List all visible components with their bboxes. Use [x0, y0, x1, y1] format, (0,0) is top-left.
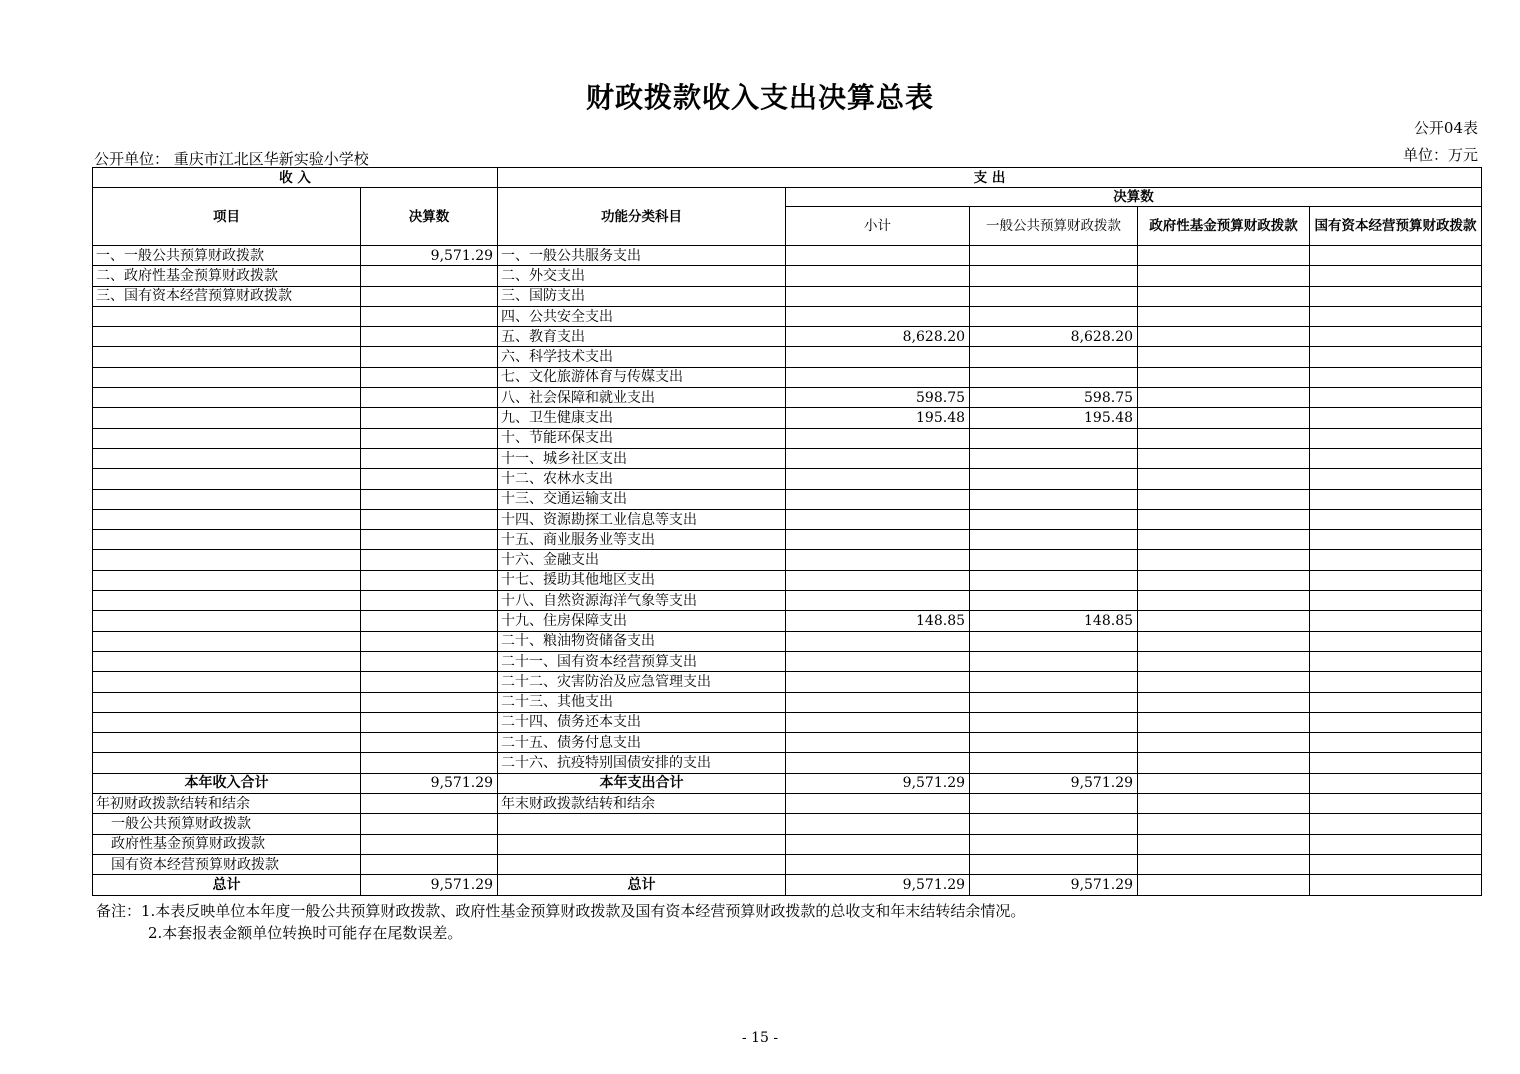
item-cell: 年初财政拨款结转和结余: [93, 794, 361, 814]
subtotal-cell: [786, 854, 970, 874]
state-capital-cell: [1310, 591, 1482, 611]
state-capital-cell: [1310, 408, 1482, 428]
subtotal-cell: [786, 570, 970, 590]
subtotal-cell: [786, 246, 970, 266]
func-cell: 二十三、其他支出: [498, 692, 786, 712]
gov-fund-cell: [1138, 489, 1310, 509]
func-cell: 七、文化旅游体育与传媒支出: [498, 367, 786, 387]
amount-cell: [361, 469, 498, 489]
amount-unit: 单位：万元: [1402, 146, 1478, 164]
subtotal-cell: [786, 266, 970, 286]
table-row: [93, 246, 1482, 266]
func-cell: 十八、自然资源海洋气象等支出: [498, 591, 786, 611]
func-cell: 十九、住房保障支出: [498, 611, 786, 631]
state-capital-cell: [1310, 266, 1482, 286]
item-cell: [93, 408, 361, 428]
gov-fund-cell: [1138, 733, 1310, 753]
func-cell: 十、节能环保支出: [498, 428, 786, 448]
state-capital-cell: [1310, 509, 1482, 529]
item-cell: [93, 388, 361, 408]
state-capital-cell: [1310, 712, 1482, 732]
general-budget-cell: 598.75: [970, 388, 1138, 408]
func-cell: [498, 814, 786, 834]
amount-cell: 9,571.29: [361, 246, 498, 266]
table-row: [93, 651, 1482, 671]
subtotal-cell: [786, 753, 970, 773]
func-cell: 十七、援助其他地区支出: [498, 570, 786, 590]
state-capital-cell: [1310, 388, 1482, 408]
item-cell: [93, 550, 361, 570]
func-cell: 九、卫生健康支出: [498, 408, 786, 428]
general-budget-cell: [970, 489, 1138, 509]
gov-fund-cell: [1138, 814, 1310, 834]
gov-fund-cell: [1138, 834, 1310, 854]
func-cell: [498, 854, 786, 874]
general-budget-cell: [970, 794, 1138, 814]
gov-fund-cell: [1138, 875, 1310, 895]
state-capital-cell: [1310, 794, 1482, 814]
gov-fund-cell: [1138, 854, 1310, 874]
amount-cell: [361, 347, 498, 367]
state-capital-cell: [1310, 875, 1482, 895]
gov-fund-cell: [1138, 509, 1310, 529]
gov-fund-cell: [1138, 692, 1310, 712]
item-cell: [93, 327, 361, 347]
gov-fund-cell: [1138, 753, 1310, 773]
item-cell: [93, 753, 361, 773]
state-capital-cell: [1310, 814, 1482, 834]
general-budget-cell: 148.85: [970, 611, 1138, 631]
table-row: [93, 712, 1482, 732]
gov-fund-cell: [1138, 266, 1310, 286]
amount-cell: 9,571.29: [361, 875, 498, 895]
table-row: [93, 753, 1482, 773]
table-row: [93, 875, 1482, 895]
header-row-2: [93, 188, 1482, 207]
func-cell: 二十五、债务付息支出: [498, 733, 786, 753]
general-budget-cell: [970, 428, 1138, 448]
general-budget-cell: [970, 570, 1138, 590]
state-capital-cell: [1310, 550, 1482, 570]
func-cell: 十三、交通运输支出: [498, 489, 786, 509]
gov-fund-cell: [1138, 347, 1310, 367]
state-capital-cell: [1310, 246, 1482, 266]
amount-cell: [361, 712, 498, 732]
table-row: [93, 448, 1482, 468]
table-row: [93, 509, 1482, 529]
item-cell: [93, 489, 361, 509]
gov-fund-cell: [1138, 712, 1310, 732]
table-row: [93, 408, 1482, 428]
func-cell: 总计: [498, 875, 786, 895]
item-cell: [93, 712, 361, 732]
report-title: 财政拨款收入支出决算总表: [585, 81, 934, 114]
amount-cell: [361, 550, 498, 570]
amount-cell: [361, 408, 498, 428]
expense-header: 支 出: [498, 168, 1482, 188]
amount-cell: [361, 367, 498, 387]
table-row: [93, 631, 1482, 651]
gov-fund-cell: [1138, 530, 1310, 550]
state-capital-cell: [1310, 306, 1482, 326]
func-cell: 一、一般公共服务支出: [498, 246, 786, 266]
general-budget-cell: [970, 834, 1138, 854]
subtotal-cell: [786, 469, 970, 489]
state-capital-cell: [1310, 631, 1482, 651]
state-capital-cell: [1310, 854, 1482, 874]
subtotal-cell: 148.85: [786, 611, 970, 631]
amount-cell: [361, 834, 498, 854]
header-row-1: [93, 168, 1482, 188]
state-capital-cell: [1310, 448, 1482, 468]
subtotal-cell: [786, 286, 970, 306]
table-row: [93, 591, 1482, 611]
state-capital-cell: [1310, 286, 1482, 306]
general-budget-cell: [970, 651, 1138, 671]
general-budget-cell: [970, 306, 1138, 326]
state-capital-cell: [1310, 773, 1482, 793]
general-budget-cell: 195.48: [970, 408, 1138, 428]
item-cell: [93, 530, 361, 550]
amount-cell: [361, 306, 498, 326]
table-row: [93, 327, 1482, 347]
subtotal-cell: [786, 712, 970, 732]
subtotal-cell: [786, 794, 970, 814]
item-cell: [93, 651, 361, 671]
amount-cell: [361, 530, 498, 550]
item-cell: [93, 509, 361, 529]
table-row: [93, 672, 1482, 692]
item-cell: [93, 611, 361, 631]
general-budget-cell: [970, 530, 1138, 550]
func-cell: 二十二、灾害防治及应急管理支出: [498, 672, 786, 692]
item-header: 项目: [93, 188, 361, 246]
amount-cell: [361, 733, 498, 753]
state-capital-cell: [1310, 347, 1482, 367]
subtotal-cell: [786, 692, 970, 712]
amount-cell: [361, 286, 498, 306]
amount-cell: [361, 509, 498, 529]
table-row: [93, 530, 1482, 550]
state-capital-cell: [1310, 530, 1482, 550]
subtotal-cell: 195.48: [786, 408, 970, 428]
table-row: [93, 794, 1482, 814]
subtotal-cell: 9,571.29: [786, 773, 970, 793]
table-row: [93, 550, 1482, 570]
gov-fund-cell: [1138, 591, 1310, 611]
gov-fund-cell: [1138, 408, 1310, 428]
table-row: [93, 428, 1482, 448]
item-cell: [93, 733, 361, 753]
func-cell: 八、社会保障和就业支出: [498, 388, 786, 408]
subtotal-cell: 598.75: [786, 388, 970, 408]
general-budget-cell: [970, 814, 1138, 834]
func-cell: 本年支出合计: [498, 773, 786, 793]
state-capital-cell: [1310, 489, 1482, 509]
general-budget-cell: [970, 266, 1138, 286]
general-budget-cell: [970, 550, 1138, 570]
func-cell: 十六、金融支出: [498, 550, 786, 570]
state-capital-cell: [1310, 672, 1482, 692]
gov-fund-cell: [1138, 631, 1310, 651]
subtotal-cell: [786, 347, 970, 367]
general-budget-header: 一般公共预算财政拨款: [970, 207, 1138, 246]
func-cell: 十五、商业服务业等支出: [498, 530, 786, 550]
item-cell: 一、一般公共预算财政拨款: [93, 246, 361, 266]
func-cell: 二、外交支出: [498, 266, 786, 286]
table-row: [93, 388, 1482, 408]
item-cell: 本年收入合计: [93, 773, 361, 793]
general-budget-cell: [970, 672, 1138, 692]
table-row: [93, 733, 1482, 753]
amount-cell: [361, 388, 498, 408]
gov-fund-cell: [1138, 246, 1310, 266]
table-row: [93, 692, 1482, 712]
subtotal-cell: [786, 428, 970, 448]
state-capital-cell: [1310, 367, 1482, 387]
table-row: [93, 834, 1482, 854]
note-line-1: 备注：1.本表反映单位本年度一般公共预算财政拨款、政府性基金预算财政拨款及国有资本经营预算财政拨款的总收支和年末结转结余情况。: [96, 902, 1026, 920]
item-cell: [93, 428, 361, 448]
final-amount-group-header: 决算数: [786, 188, 1482, 207]
subtotal-cell: 8,628.20: [786, 327, 970, 347]
gov-fund-cell: [1138, 367, 1310, 387]
func-cell: 二十、粮油物资储备支出: [498, 631, 786, 651]
amount-cell: [361, 428, 498, 448]
form-number: 公开04表: [1413, 119, 1478, 137]
table-row: [93, 773, 1482, 793]
amount-cell: [361, 327, 498, 347]
gov-fund-cell: [1138, 570, 1310, 590]
general-budget-cell: 9,571.29: [970, 875, 1138, 895]
subtotal-cell: [786, 672, 970, 692]
item-cell: [93, 367, 361, 387]
table-row: [93, 266, 1482, 286]
table-row: [93, 489, 1482, 509]
general-budget-cell: [970, 753, 1138, 773]
general-budget-cell: [970, 367, 1138, 387]
gov-fund-cell: [1138, 651, 1310, 671]
item-cell: 总计: [93, 875, 361, 895]
subtotal-cell: [786, 814, 970, 834]
amount-cell: [361, 651, 498, 671]
table-row: [93, 611, 1482, 631]
subtotal-cell: 9,571.29: [786, 875, 970, 895]
gov-fund-cell: [1138, 327, 1310, 347]
table-row: [93, 286, 1482, 306]
table-row: [93, 854, 1482, 874]
state-capital-cell: [1310, 753, 1482, 773]
gov-fund-cell: [1138, 448, 1310, 468]
subtotal-cell: [786, 631, 970, 651]
gov-fund-header: 政府性基金预算财政拨款: [1138, 207, 1310, 246]
state-capital-cell: [1310, 651, 1482, 671]
subtotal-cell: [786, 489, 970, 509]
reporting-unit: 公开单位： 重庆市江北区华新实验小学校: [94, 150, 369, 168]
general-budget-cell: [970, 448, 1138, 468]
subtotal-cell: [786, 306, 970, 326]
amount-cell: [361, 672, 498, 692]
general-budget-cell: [970, 712, 1138, 732]
state-capital-cell: [1310, 570, 1482, 590]
page-number: - 15 -: [741, 1030, 779, 1046]
item-cell: [93, 448, 361, 468]
general-budget-cell: [970, 286, 1138, 306]
subtotal-cell: [786, 367, 970, 387]
state-capital-cell: [1310, 469, 1482, 489]
state-capital-cell: [1310, 428, 1482, 448]
func-cell: 十四、资源勘探工业信息等支出: [498, 509, 786, 529]
general-budget-cell: [970, 692, 1138, 712]
func-cell: 十一、城乡社区支出: [498, 448, 786, 468]
budget-table: [92, 167, 1482, 896]
income-header: 收 入: [93, 168, 498, 188]
amount-cell: [361, 692, 498, 712]
amount-cell: [361, 753, 498, 773]
item-cell: 国有资本经营预算财政拨款: [93, 854, 361, 874]
subtotal-cell: [786, 448, 970, 468]
func-cell: 二十一、国有资本经营预算支出: [498, 651, 786, 671]
general-budget-cell: [970, 733, 1138, 753]
gov-fund-cell: [1138, 469, 1310, 489]
func-cell: [498, 834, 786, 854]
subtotal-cell: [786, 550, 970, 570]
general-budget-cell: [970, 509, 1138, 529]
func-cell: 六、科学技术支出: [498, 347, 786, 367]
subtotal-header: 小计: [786, 207, 970, 246]
general-budget-cell: [970, 591, 1138, 611]
gov-fund-cell: [1138, 306, 1310, 326]
state-capital-cell: [1310, 327, 1482, 347]
table-row: [93, 367, 1482, 387]
func-cell: 年末财政拨款结转和结余: [498, 794, 786, 814]
state-capital-cell: [1310, 692, 1482, 712]
table-row: [93, 469, 1482, 489]
gov-fund-cell: [1138, 550, 1310, 570]
state-capital-cell: [1310, 611, 1482, 631]
amount-cell: 9,571.29: [361, 773, 498, 793]
subtotal-cell: [786, 834, 970, 854]
subtotal-cell: [786, 509, 970, 529]
subtotal-cell: [786, 530, 970, 550]
func-cell: 三、国防支出: [498, 286, 786, 306]
amount-cell: [361, 631, 498, 651]
gov-fund-cell: [1138, 428, 1310, 448]
table-row: [93, 347, 1482, 367]
amount-cell: [361, 448, 498, 468]
general-budget-cell: [970, 246, 1138, 266]
subtotal-cell: [786, 733, 970, 753]
gov-fund-cell: [1138, 286, 1310, 306]
amount-cell: [361, 591, 498, 611]
general-budget-cell: [970, 347, 1138, 367]
subtotal-cell: [786, 651, 970, 671]
item-cell: [93, 672, 361, 692]
func-cell: 四、公共安全支出: [498, 306, 786, 326]
notes: [96, 900, 1025, 944]
gov-fund-cell: [1138, 611, 1310, 631]
item-cell: [93, 469, 361, 489]
general-budget-cell: 9,571.29: [970, 773, 1138, 793]
item-cell: [93, 306, 361, 326]
item-cell: [93, 591, 361, 611]
general-budget-cell: [970, 854, 1138, 874]
state-capital-header: 国有资本经营预算财政拨款: [1310, 207, 1482, 246]
item-cell: [93, 570, 361, 590]
gov-fund-cell: [1138, 672, 1310, 692]
item-cell: [93, 692, 361, 712]
final-amount-header: 决算数: [361, 188, 498, 246]
item-cell: [93, 631, 361, 651]
general-budget-cell: [970, 469, 1138, 489]
table-row: [93, 814, 1482, 834]
func-cell: 二十六、抗疫特别国债安排的支出: [498, 753, 786, 773]
general-budget-cell: [970, 631, 1138, 651]
amount-cell: [361, 266, 498, 286]
item-cell: 政府性基金预算财政拨款: [93, 834, 361, 854]
func-cell: 二十四、债务还本支出: [498, 712, 786, 732]
subtotal-cell: [786, 591, 970, 611]
item-cell: 二、政府性基金预算财政拨款: [93, 266, 361, 286]
func-cell: 十二、农林水支出: [498, 469, 786, 489]
item-cell: 三、国有资本经营预算财政拨款: [93, 286, 361, 306]
amount-cell: [361, 489, 498, 509]
state-capital-cell: [1310, 834, 1482, 854]
note-line-2: 2.本套报表金额单位转换时可能存在尾数误差。: [148, 924, 463, 942]
func-cell: 五、教育支出: [498, 327, 786, 347]
gov-fund-cell: [1138, 773, 1310, 793]
amount-cell: [361, 854, 498, 874]
gov-fund-cell: [1138, 388, 1310, 408]
table-row: [93, 306, 1482, 326]
func-class-header: 功能分类科目: [498, 188, 786, 246]
item-cell: [93, 347, 361, 367]
amount-cell: [361, 570, 498, 590]
amount-cell: [361, 794, 498, 814]
item-cell: 一般公共预算财政拨款: [93, 814, 361, 834]
general-budget-cell: 8,628.20: [970, 327, 1138, 347]
table-row: [93, 570, 1482, 590]
state-capital-cell: [1310, 733, 1482, 753]
gov-fund-cell: [1138, 794, 1310, 814]
amount-cell: [361, 814, 498, 834]
amount-cell: [361, 611, 498, 631]
